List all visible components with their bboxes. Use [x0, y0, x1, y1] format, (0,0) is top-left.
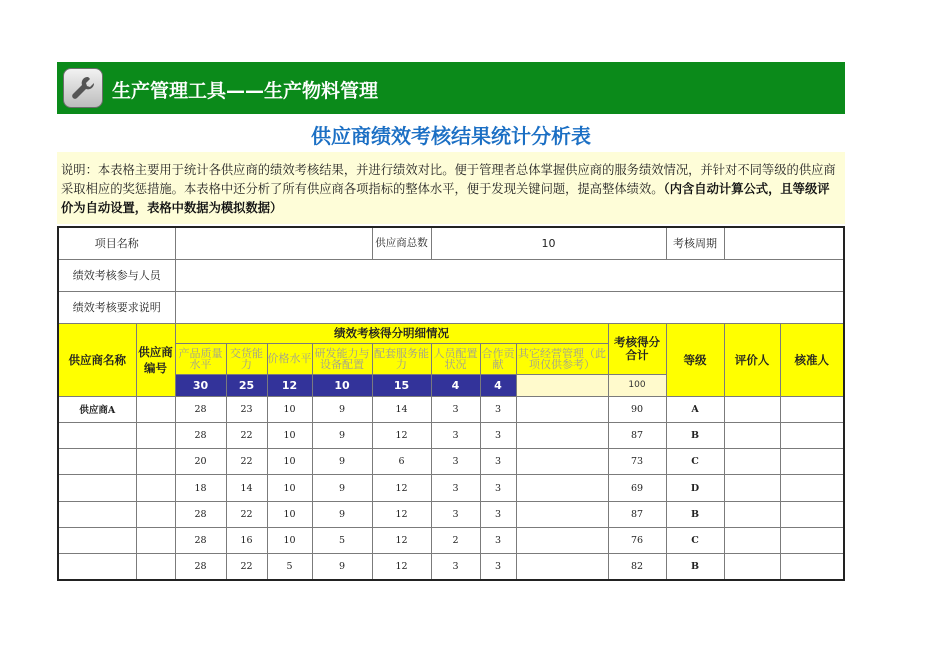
evaluator-cell[interactable] [724, 449, 780, 475]
approver-cell[interactable] [780, 501, 844, 527]
score-cell[interactable]: 22 [226, 501, 267, 527]
weight-cell: 4 [480, 374, 516, 396]
period-label: 考核周期 [666, 227, 724, 259]
supplier-code-cell[interactable] [136, 396, 175, 422]
supplier-name-cell[interactable] [58, 554, 136, 580]
score-cell[interactable]: 6 [372, 449, 431, 475]
approver-cell[interactable] [780, 396, 844, 422]
score-cell[interactable]: 3 [431, 449, 480, 475]
participants-label: 绩效考核参与人员 [58, 259, 175, 291]
wrench-icon [63, 68, 103, 108]
criteria-header: 其它经营管理（此项仅供参考） [516, 343, 608, 374]
score-cell[interactable] [516, 554, 608, 580]
score-cell[interactable]: 16 [226, 527, 267, 553]
criteria-header: 交货能力 [226, 343, 267, 374]
score-cell[interactable] [516, 527, 608, 553]
score-cell[interactable]: 12 [372, 554, 431, 580]
score-cell[interactable]: 3 [480, 475, 516, 501]
supplier-code-cell[interactable] [136, 554, 175, 580]
table-row [58, 449, 844, 475]
approver-cell[interactable] [780, 554, 844, 580]
grade-cell[interactable]: D [666, 475, 724, 501]
score-cell[interactable]: 22 [226, 449, 267, 475]
supplier-code-cell[interactable] [136, 449, 175, 475]
score-cell[interactable]: 9 [312, 449, 372, 475]
evaluator-cell[interactable] [724, 475, 780, 501]
table-row [58, 396, 844, 422]
approver-cell[interactable] [780, 527, 844, 553]
table-row [58, 422, 844, 448]
approver-cell[interactable] [780, 475, 844, 501]
criteria-header: 配套服务能力 [372, 343, 431, 374]
supplier-name-cell[interactable] [58, 422, 136, 448]
score-cell[interactable]: 3 [431, 501, 480, 527]
score-cell[interactable]: 28 [175, 396, 226, 422]
supplier-name-cell[interactable] [58, 475, 136, 501]
score-cell[interactable]: 12 [372, 422, 431, 448]
criteria-header: 产品质量水平 [175, 343, 226, 374]
score-cell[interactable] [516, 422, 608, 448]
score-cell[interactable]: 20 [175, 449, 226, 475]
requirements-value[interactable] [175, 291, 844, 323]
score-cell[interactable]: 3 [431, 422, 480, 448]
project-name-value[interactable] [175, 227, 372, 259]
total-cell[interactable]: 73 [608, 449, 666, 475]
table-row [58, 501, 844, 527]
score-cell[interactable]: 9 [312, 422, 372, 448]
evaluator-cell[interactable] [724, 527, 780, 553]
requirements-label: 绩效考核要求说明 [58, 291, 175, 323]
criteria-header: 合作贡献 [480, 343, 516, 374]
evaluator-cell[interactable] [724, 422, 780, 448]
header-grade: 等级 [666, 323, 724, 396]
score-cell[interactable]: 3 [480, 527, 516, 553]
criteria-header: 研发能力与设备配置 [312, 343, 372, 374]
score-cell[interactable] [516, 449, 608, 475]
score-cell[interactable]: 3 [480, 449, 516, 475]
supplier-name-cell[interactable] [58, 449, 136, 475]
total-cell[interactable]: 69 [608, 475, 666, 501]
grade-cell[interactable]: A [666, 396, 724, 422]
score-cell[interactable] [516, 396, 608, 422]
score-cell[interactable]: 3 [431, 554, 480, 580]
score-cell[interactable]: 3 [480, 422, 516, 448]
banner-title: 生产管理工具——生产物料管理 [112, 80, 379, 102]
weight-cell: 30 [175, 374, 226, 396]
evaluator-cell[interactable] [724, 554, 780, 580]
score-cell[interactable] [516, 475, 608, 501]
score-cell[interactable]: 3 [480, 554, 516, 580]
approver-cell[interactable] [780, 422, 844, 448]
evaluator-cell[interactable] [724, 501, 780, 527]
weight-cell [516, 374, 608, 396]
score-cell[interactable]: 12 [372, 475, 431, 501]
score-cell[interactable]: 10 [267, 475, 312, 501]
header-evaluator: 评价人 [724, 323, 780, 396]
score-cell[interactable]: 2 [431, 527, 480, 553]
note-bold-text: （内含自动计算公式，且等级评价为自动设置，表格中数据为模拟数据） [61, 182, 830, 215]
weight-cell: 4 [431, 374, 480, 396]
score-cell[interactable] [516, 501, 608, 527]
score-cell[interactable]: 10 [267, 449, 312, 475]
criteria-header: 价格水平 [267, 343, 312, 374]
table-row [58, 475, 844, 501]
weight-cell: 25 [226, 374, 267, 396]
header-total: 考核得分合计 [608, 323, 666, 374]
total-cell[interactable]: 76 [608, 527, 666, 553]
supplier-code-cell[interactable] [136, 475, 175, 501]
header-approver: 核准人 [780, 323, 844, 396]
score-cell[interactable]: 3 [480, 501, 516, 527]
page-title: 供应商绩效考核结果统计分析表 [311, 124, 591, 148]
score-cell[interactable]: 22 [226, 554, 267, 580]
total-cell[interactable]: 90 [608, 396, 666, 422]
score-cell[interactable]: 9 [312, 396, 372, 422]
score-cell[interactable]: 10 [267, 501, 312, 527]
performance-table [57, 226, 845, 581]
score-cell[interactable]: 22 [226, 422, 267, 448]
participants-value[interactable] [175, 259, 844, 291]
score-cell[interactable]: 12 [372, 501, 431, 527]
score-cell[interactable]: 18 [175, 475, 226, 501]
total-cell[interactable]: 87 [608, 422, 666, 448]
score-cell[interactable]: 10 [267, 422, 312, 448]
score-cell[interactable]: 14 [226, 475, 267, 501]
criteria-header: 人员配置状况 [431, 343, 480, 374]
grade-cell[interactable]: C [666, 449, 724, 475]
supplier-code-cell[interactable] [136, 527, 175, 553]
score-cell[interactable]: 23 [226, 396, 267, 422]
total-cell[interactable]: 87 [608, 501, 666, 527]
description-note [57, 152, 845, 224]
total-cell[interactable]: 82 [608, 554, 666, 580]
score-cell[interactable]: 12 [372, 527, 431, 553]
supplier-total-value[interactable]: 10 [431, 227, 666, 259]
score-cell[interactable]: 28 [175, 554, 226, 580]
weight-cell: 10 [312, 374, 372, 396]
weight-cell: 15 [372, 374, 431, 396]
score-cell[interactable]: 3 [480, 396, 516, 422]
score-cell[interactable]: 28 [175, 422, 226, 448]
score-cell[interactable]: 10 [267, 527, 312, 553]
score-cell[interactable]: 28 [175, 501, 226, 527]
score-cell[interactable]: 14 [372, 396, 431, 422]
score-cell[interactable]: 10 [267, 396, 312, 422]
period-value[interactable] [724, 227, 844, 259]
approver-cell[interactable] [780, 449, 844, 475]
note-text: 说明：本表格主要用于统计各供应商的绩效考核结果，并进行绩效对比。便于管理者总体掌握供应商的服务绩效情况，并针对不同等级的供应商采取相应的奖惩措施。本表格中还分析了所有供应商各项指标的整体水平，便于发现关键问题，提高整体绩效。 [61, 163, 836, 196]
project-name-label: 项目名称 [58, 227, 175, 259]
score-cell[interactable]: 9 [312, 554, 372, 580]
supplier-code-cell[interactable] [136, 501, 175, 527]
table-row [58, 527, 844, 553]
supplier-name-cell[interactable]: 供应商A [58, 396, 136, 422]
supplier-name-cell[interactable] [58, 501, 136, 527]
grade-cell[interactable]: C [666, 527, 724, 553]
supplier-name-cell[interactable] [58, 527, 136, 553]
weight-total-cell: 100 [608, 374, 666, 396]
score-cell[interactable]: 5 [267, 554, 312, 580]
evaluator-cell[interactable] [724, 396, 780, 422]
grade-cell[interactable]: B [666, 422, 724, 448]
weight-cell: 12 [267, 374, 312, 396]
grade-cell[interactable]: B [666, 501, 724, 527]
header-supplier-code: 供应商编号 [136, 323, 175, 396]
score-cell[interactable]: 9 [312, 475, 372, 501]
table-row [58, 554, 844, 580]
supplier-total-label: 供应商总数 [372, 227, 431, 259]
supplier-code-cell[interactable] [136, 422, 175, 448]
score-cell[interactable]: 9 [312, 501, 372, 527]
score-cell[interactable]: 5 [312, 527, 372, 553]
title-banner [57, 62, 845, 114]
header-detail-title: 绩效考核得分明细情况 [175, 323, 608, 343]
header-supplier-name: 供应商名称 [58, 323, 136, 396]
grade-cell[interactable]: B [666, 554, 724, 580]
score-cell[interactable]: 3 [431, 475, 480, 501]
score-cell[interactable]: 3 [431, 396, 480, 422]
score-cell[interactable]: 28 [175, 527, 226, 553]
